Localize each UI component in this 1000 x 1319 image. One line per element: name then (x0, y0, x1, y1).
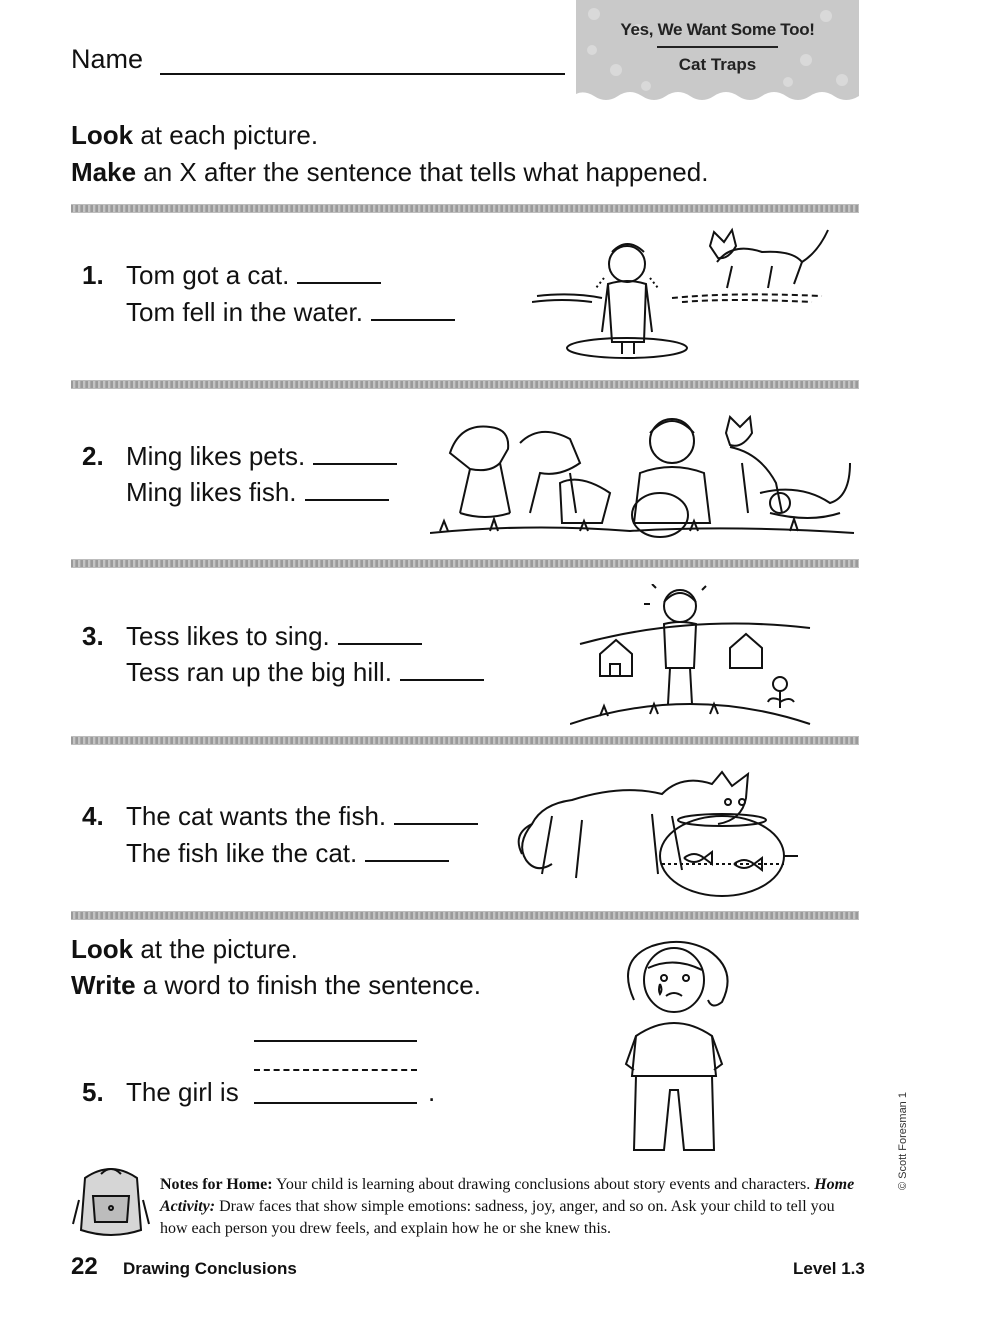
instruction-line-1: Look at each picture. (71, 120, 319, 150)
answer-blank[interactable] (297, 262, 381, 284)
question-number: 2. (82, 441, 104, 471)
answer-blank[interactable] (400, 659, 484, 681)
tab-divider (657, 46, 778, 48)
name-field[interactable] (160, 73, 565, 75)
page-number: 22 (71, 1253, 98, 1280)
answer-blank[interactable] (365, 840, 449, 862)
divider (71, 380, 859, 389)
story-tab (576, 0, 859, 104)
ming-with-pets-illustration (430, 403, 858, 543)
question-5-text: The girl is (126, 1077, 239, 1107)
question-number: 3. (82, 621, 104, 651)
backpack-icon (71, 1160, 151, 1240)
tab-background (576, 0, 859, 104)
question-number: 1. (82, 260, 104, 290)
answer-blank[interactable] (338, 623, 422, 645)
sentence-period: . (428, 1077, 436, 1107)
copyright-notice: © Scott Foresman 1 (897, 1092, 909, 1190)
tess-on-hill-illustration (570, 584, 820, 734)
answer-blank[interactable] (394, 803, 478, 825)
instruction-line-4: Write a word to finish the sentence. (71, 970, 481, 1000)
answer-blank[interactable] (313, 443, 397, 465)
skill-title: Drawing Conclusions (123, 1259, 297, 1278)
choice-b: The fish like the cat. (126, 838, 449, 869)
choice-b: Tess ran up the big hill. (126, 657, 484, 688)
question-number: 5. (82, 1077, 104, 1107)
notes-for-home: Notes for Home: Your child is learning about drawing conclusions about story events and characters. Home Activity: Draw faces that show simple emotions: sadness, joy, anger, and so on. Ask your child to tell you how each person you drew feels, and explain how he or she knew this. (160, 1176, 855, 1237)
level-label: Level 1.3 (793, 1259, 865, 1278)
story-subtitle: Cat Traps (678, 55, 757, 74)
answer-write-line[interactable] (254, 1102, 417, 1104)
divider (71, 911, 859, 920)
choice-a: Ming likes pets. (126, 441, 397, 472)
sad-girl-illustration (612, 940, 740, 1158)
choice-b: Tom fell in the water. (126, 297, 455, 328)
handwriting-top-line (254, 1040, 417, 1042)
answer-blank[interactable] (371, 299, 455, 321)
question-number: 4. (82, 801, 104, 831)
instruction-line-3: Look at the picture. (71, 934, 298, 964)
choice-a: Tom got a cat. (126, 260, 381, 291)
choice-a: The cat wants the fish. (126, 801, 478, 832)
cat-and-fishbowl-illustration (512, 764, 802, 898)
divider (71, 559, 859, 568)
divider (71, 736, 859, 745)
name-label: Name (71, 44, 144, 74)
choice-a: Tess likes to sing. (126, 621, 422, 652)
story-title: Yes, We Want Some Too! (620, 20, 815, 39)
choice-b: Ming likes fish. (126, 477, 389, 508)
boy-wet-cat-illustration (532, 222, 832, 362)
handwriting-mid-line (254, 1069, 417, 1071)
instruction-line-2: Make an X after the sentence that tells what happened. (71, 157, 709, 187)
divider (71, 204, 859, 213)
answer-blank[interactable] (305, 479, 389, 501)
